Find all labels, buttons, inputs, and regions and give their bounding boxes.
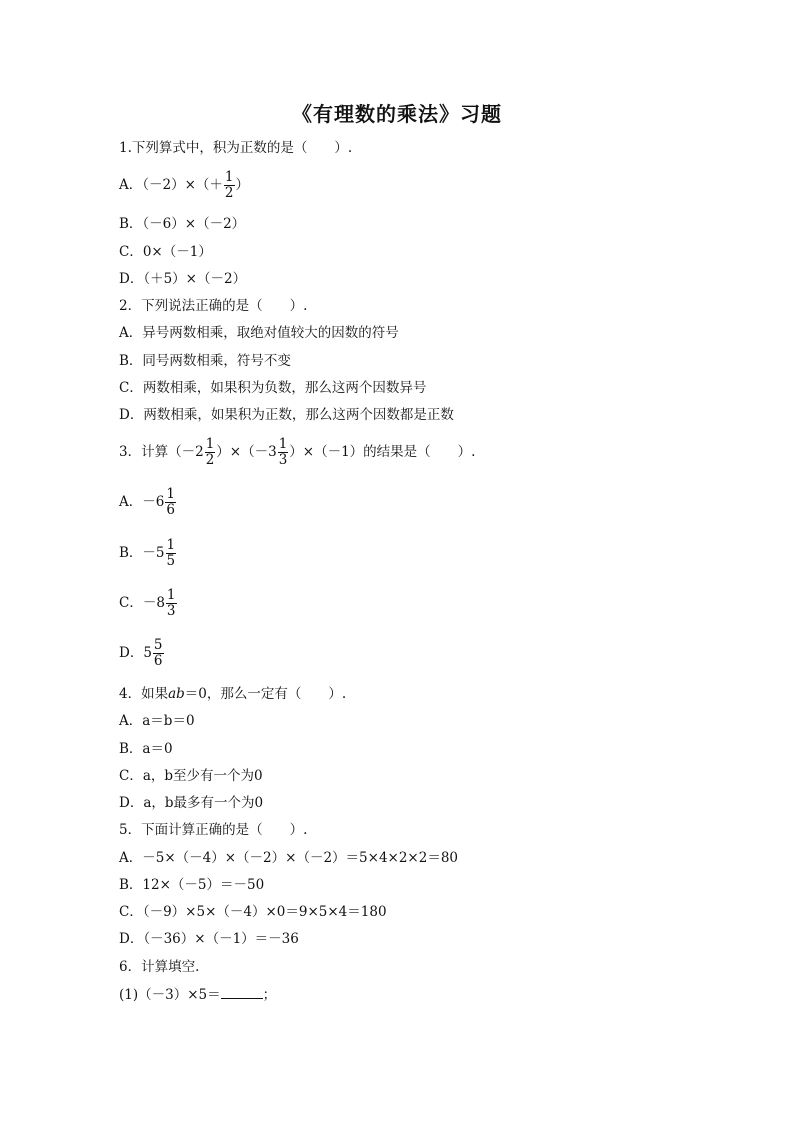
q3-stem-start: 3．计算（－2	[119, 444, 204, 460]
q4-stem-end: ＝0，那么一定有（ ）.	[184, 686, 347, 702]
q6-item-1-text: (1)（－3）×5＝	[119, 987, 221, 1003]
fraction-numerator: 1	[278, 436, 288, 452]
q3-d-fraction	[153, 638, 164, 669]
fraction-numerator: 1	[166, 587, 176, 603]
fraction-numerator: 1	[166, 486, 175, 502]
q3-c-fraction	[166, 588, 177, 619]
q3-stem-end: ）×（－1）的结果是（ ）.	[289, 444, 476, 460]
q3-stem-mid: ）×（－3	[216, 444, 277, 460]
q4-stem-start: 4．如果	[119, 686, 169, 702]
q3-b-fraction	[166, 538, 177, 569]
q1-a-text-end: ）	[235, 177, 249, 193]
q2-option-d: D．两数相乘，如果积为正数，那么这两个因数都是正数	[119, 407, 454, 423]
fraction-numerator: 1	[224, 169, 234, 185]
q6-item-1	[119, 986, 276, 1003]
fraction-numerator: 1	[166, 537, 176, 553]
q6-stem: 6．计算填空.	[119, 959, 200, 975]
q5-stem: 5．下面计算正确的是（ ）.	[119, 822, 308, 838]
q3-option-a	[119, 487, 177, 518]
q5-option-b: B．12×（－5）＝－50	[119, 877, 265, 893]
q2-option-c: C．两数相乘，如果积为负数，那么这两个因数异号	[119, 380, 427, 396]
fraction-numerator: 5	[153, 637, 163, 653]
q3-stem	[119, 437, 475, 468]
q4-stem	[119, 686, 346, 702]
page-title: 《有理数的乘法》习题	[292, 102, 502, 126]
q4-option-d: D．a，b最多有一个为0	[119, 795, 264, 811]
q4-option-c: C．a，b至少有一个为0	[119, 768, 263, 784]
q2-option-a: A．异号两数相乘，取绝对值较大的因数的符号	[119, 325, 399, 341]
fraction-denominator: 3	[278, 452, 288, 468]
q3-option-d	[119, 638, 165, 669]
q2-stem: 2．下列说法正确的是（ ）.	[119, 298, 308, 314]
q3-b-text: B．－5	[119, 545, 165, 561]
q1-option-c: C．0×（－1）	[119, 244, 212, 260]
q4-option-a: A．a＝b＝0	[119, 713, 195, 729]
q3-c-text: C．－8	[119, 595, 165, 611]
q1-option-a	[119, 170, 249, 201]
q5-option-c: C．（－9）×5×（－4）×0＝9×5×4＝180	[119, 904, 387, 920]
q6-item-1-end: ；	[262, 987, 277, 1003]
q3-a-text: A．－6	[119, 494, 165, 510]
q4-option-b: B．a＝0	[119, 741, 173, 757]
q3-option-b	[119, 538, 177, 569]
q1-stem: 1.下列算式中，积为正数的是（ ）.	[119, 140, 353, 156]
fraction-denominator: 5	[166, 553, 176, 569]
q1-a-fraction	[224, 170, 235, 201]
answer-blank[interactable]	[221, 986, 263, 999]
q1-a-text: A．（－2）×（＋	[119, 177, 223, 193]
q3-fraction-1	[205, 437, 216, 468]
q5-option-a: A．－5×（－4）×（－2）×（－2）＝5×4×2×2＝80	[119, 850, 459, 866]
q1-option-b: B．（－6）×（－2）	[119, 216, 246, 232]
q3-option-c	[119, 588, 178, 619]
fraction-denominator: 3	[166, 603, 176, 619]
q2-option-b: B．同号两数相乘，符号不变	[119, 353, 291, 369]
q1-option-d: D．（＋5）×（－2）	[119, 271, 247, 287]
q3-a-fraction	[165, 487, 176, 518]
fraction-denominator: 2	[224, 185, 234, 201]
fraction-numerator: 1	[205, 436, 215, 452]
q3-fraction-2	[278, 437, 289, 468]
fraction-denominator: 6	[153, 653, 163, 669]
q5-option-d: D．（－36）×（－1）＝－36	[119, 931, 299, 947]
q3-d-text: D．5	[119, 645, 152, 661]
fraction-denominator: 2	[205, 452, 215, 468]
q4-stem-variable: ab	[168, 686, 185, 702]
fraction-denominator: 6	[166, 502, 175, 518]
